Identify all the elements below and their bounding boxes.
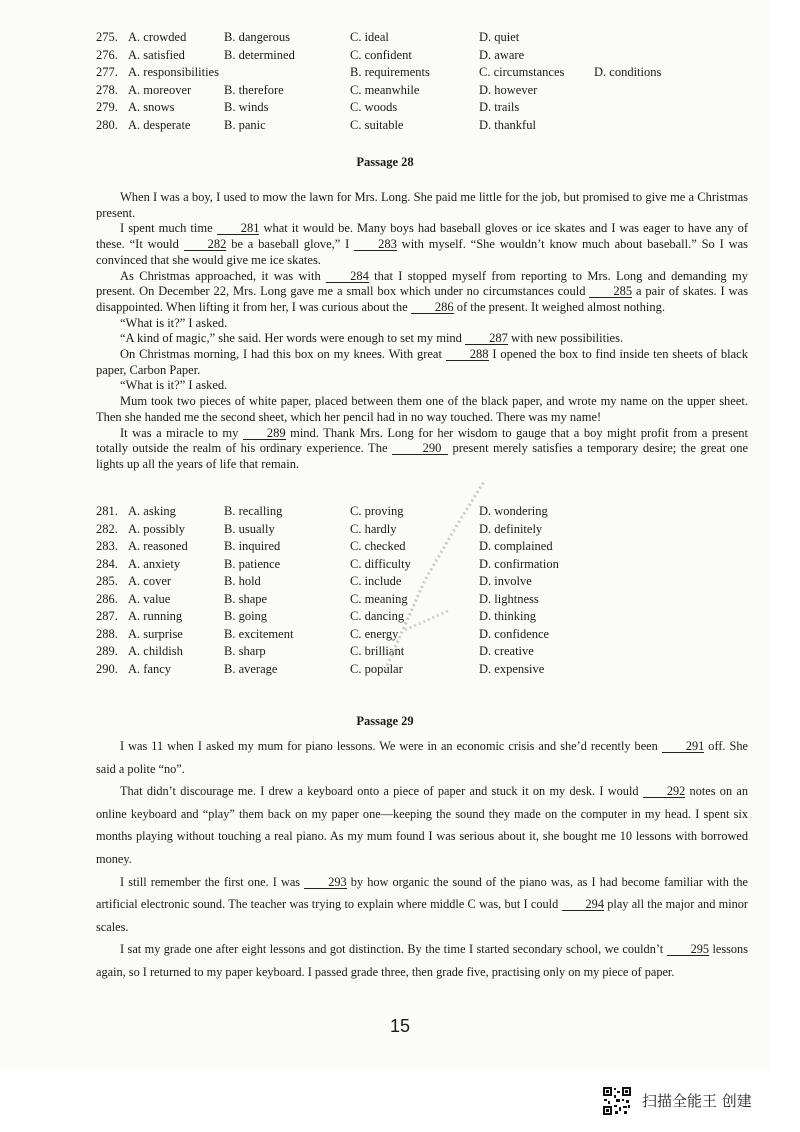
paragraph: Mum took two pieces of white paper, placed between them one of the black paper, and wrote my name on the upper sheet. Then she handed me the second sheet, which her pencil had in no way touched. There was my name! (96, 394, 748, 424)
qr-code-icon (602, 1086, 632, 1116)
passage-28-body (96, 190, 748, 473)
passage-28-title: Passage 28 (356, 155, 414, 169)
passage-29-title: Passage 29 (356, 714, 414, 728)
blank-284[interactable]: 284 (326, 270, 369, 283)
blank-281[interactable]: 281 (217, 222, 260, 235)
blank-282[interactable]: 282 (184, 238, 227, 251)
page-number: 15 (389, 1016, 411, 1036)
blank-291[interactable]: 291 (662, 740, 704, 753)
blank-293[interactable]: 293 (304, 876, 346, 889)
blank-295[interactable]: 295 (667, 943, 709, 956)
paragraph: That didn’t discourage me. I drew a keyboard onto a piece of paper and stuck it on my desk. I would 292 notes on an online keyboard and “play” them back on my paper one—keeping the sound they made on the computer in my head. I spent six months playing without touching a real piano. As my mum found I was serious about it, she bought me 10 lessons with borrowed money. (96, 784, 748, 866)
blank-286[interactable]: 286 (411, 301, 454, 314)
blank-290[interactable]: 290 (392, 442, 448, 455)
blank-294[interactable]: 294 (562, 898, 604, 911)
blank-285[interactable]: 285 (589, 285, 632, 298)
paragraph: As Christmas approached, it was with 284 that I stopped myself from reporting to Mrs. Long and demanding my present. On December 22, Mrs. Long gave me a small box which under no circumstances could 285 a pair of skates. I was disappointed. When lifting it from her, I was curious about the 286 of the present. It weighed almost nothing. (96, 268, 748, 314)
paragraph: I spent much time 281 what it would be. Many boys had baseball gloves or ice skates and I was eager to have any of these. “It would 282 be a baseball glove,” I 283 with myself. “She wouldn’t know much about baseball.” So I was convinced that she would give me ice skates. (96, 221, 749, 267)
paragraph: “What is it?” I asked. (120, 378, 228, 393)
blank-289[interactable]: 289 (243, 427, 286, 440)
scanner-label: 扫描全能王 创建 (642, 1092, 752, 1110)
scanned-page: 275. A. crowded B. dangerous C. ideal D. quiet 276. A. satisfied B. determined C. confident D. aware 277. A. responsibilities B. requirements C. circumstances D. conditions 278. A. moreover B. therefore C. meanwhile D. however 279. A. snows B. winds C. woods D. trails 280. A. desperate B. panic C. suitable D. thankful Passage 28 When I was a boy, I used to mow the lawn for Mrs. Long. She paid me little for the job, but promised to give me a Christmas present. I spent much time 281 what it would be. Many boys had baseball gloves or ice skates and I was eager to have any of these. “It would 282 be a baseball glove,” I 283 with myself. “She wouldn’t know much about baseball.” So I was convinced that she would give me ice skates. As Christmas approached, it was with 284 that I stopped myself from reporting to Mrs. Long and demanding my present. On December 22, Mrs. Long gave me a small box which under no circumstances could 285 a pair of skates. I was disappointed. When lifting it from her, I was curious about the 286 of the present. It weighed almost nothing. “What is it?” I asked. “A kind of magic,” she said. Her words were enough to set my mind 287 with new possibilities. On Christmas morning, I had this box on my knees. With great 288 I opened the box to find inside ten sheets of black paper, Carbon Paper. “What is it?” I asked. Mum took two pieces of white paper, placed between them one of the black paper, and wrote my name on the upper sheet. Then she handed me the second sheet, which her pencil had in no way touched. There was my name! It was a miracle to my 289 mind. Thank Mrs. Long for her wisdom to gauge that a boy might profit from a present totally outside the realm of his ordinary experience. The 290 present merely satisfies a temporary desire; the great one lights up all the years of life that remain. 281. A. asking B. recalling C. proving D. wondering 282. A. possibly B. usually C. hardly D. definitely 283. A. reasoned B. inquired C. checked D. complained 284. A. anxiety B. patience C. difficulty D. confirmation 285. A. cover B. hold C. include D. involve 286. A. value B. shape C. meaning D. lightness 287. A. running B. going C. dancing D. thinking 288. A. surprise B. excitement C. energy D. confidence 289. A. childish B. sharp C. brilliant D. creative 290. A. fancy B. average C. popular D. expensive Passage 29 I was 11 when I asked my mum for piano lessons. We were in an economic crisis and she’d recently been 291 off. She said a polite “no”. That didn’t discourage me. I drew a keyboard onto a piece of paper and stuck it on my desk. I would 292 notes on an online keyboard and “play” them back on my paper one—keeping the sound they made on the computer in my head. I spent six months playing without touching a real piano. As my mum found I was serious about it, she bought me 10 lessons with borrowed money. I still remember the first one. I was 293 by how organic the sound of the piano was, as I had become familiar with the artificial electronic sound. The teacher was trying to explain where middle C was, but I could 294 play all the major and minor scales. I sat my grade one after eight lessons and got distinction. By the time I started secondary school, we couldn’t 295 lessons again, so I returned to my paper keyboard. I passed grade three, then grade five, practising only on my piece of paper. 15 (0, 0, 770, 1070)
paragraph: “A kind of magic,” she said. Her words were enough to set my mind 287 with new possibilities. (120, 331, 624, 346)
paragraph: On Christmas morning, I had this box on my knees. With great 288 I opened the box to find inside ten sheets of black paper, Carbon Paper. (96, 347, 748, 377)
paragraph: When I was a boy, I used to mow the lawn for Mrs. Long. She paid me little for the job, but promised to give me a Christmas present. (96, 190, 748, 220)
blank-292[interactable]: 292 (643, 785, 685, 798)
watermark-mark (365, 460, 505, 690)
paragraph: I sat my grade one after eight lessons and got distinction. By the time I started secondary school, we couldn’t 295 lessons again, so I returned to my paper keyboard. I passed grade three, then grade five, practising only on my piece of paper. (96, 942, 748, 979)
paragraph: “What is it?” I asked. (120, 315, 228, 330)
paragraph: I still remember the first one. I was 293 by how organic the sound of the piano was, as I had become familiar with the artificial electronic sound. The teacher was trying to explain where middle C was, but I could 294 play all the major and minor scales. (96, 874, 748, 934)
paragraph: It was a miracle to my 289 mind. Thank Mrs. Long for her wisdom to gauge that a boy might profit from a present totally outside the realm of his ordinary experience. The 290 present merely satisfies a temporary desire; the great one lights up all the years of life that remain. (96, 425, 748, 471)
blank-287[interactable]: 287 (465, 332, 508, 345)
blank-288[interactable]: 288 (446, 348, 489, 361)
passage-29-body (96, 735, 748, 984)
paragraph: I was 11 when I asked my mum for piano lessons. We were in an economic crisis and she’d recently been 291 off. She said a polite “no”. (96, 739, 748, 776)
blank-283[interactable]: 283 (354, 238, 397, 251)
